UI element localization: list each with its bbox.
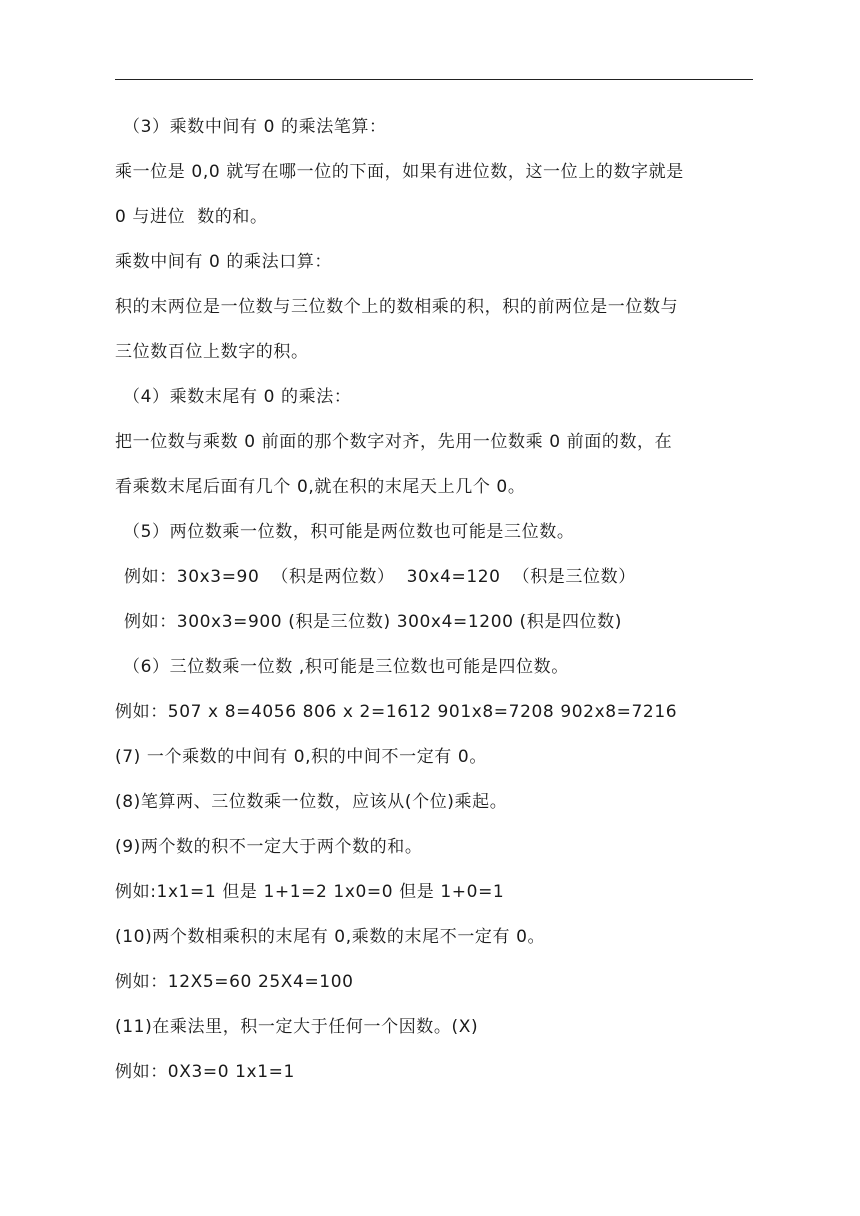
paragraph-line: 三位数百位上数字的积。 xyxy=(115,342,309,362)
heading-5: （5）两位数乘一位数，积可能是两位数也可能是三位数。 xyxy=(123,522,575,542)
heading-6: （6）三位数乘一位数 ,积可能是三位数也可能是四位数。 xyxy=(123,657,569,677)
paragraph-line: 积的末两位是一位数与三位数个上的数相乘的积，积的前两位是一位数与 xyxy=(115,297,679,317)
rule-11: (11)在乘法里，积一定大于任何一个因数。(X) xyxy=(115,1017,479,1037)
paragraph-line: 看乘数末尾后面有几个 0,就在积的末尾天上几个 0。 xyxy=(115,477,526,497)
rule-10: (10)两个数相乘积的末尾有 0,乘数的末尾不一定有 0。 xyxy=(115,927,546,947)
example-line: 例如：12X5=60 25X4=100 xyxy=(115,972,354,992)
example-line: 例如：30x3=90 （积是两位数） 30x4=120 （积是三位数） xyxy=(124,567,636,587)
heading-4: （4）乘数末尾有 0 的乘法： xyxy=(123,387,352,407)
paragraph-line: 乘数中间有 0 的乘法口算： xyxy=(115,252,333,272)
header-rule xyxy=(115,79,753,80)
example-line: 例如：300x3=900 (积是三位数) 300x4=1200 (积是四位数) xyxy=(124,612,622,632)
paragraph-line: 把一位数与乘数 0 前面的那个数字对齐，先用一位数乘 0 前面的数，在 xyxy=(115,432,673,452)
paragraph-line: 乘一位是 0,0 就写在哪一位的下面，如果有进位数，这一位上的数字就是 xyxy=(115,162,684,182)
document-body xyxy=(115,112,755,1102)
rule-7: (7) 一个乘数的中间有 0,积的中间不一定有 0。 xyxy=(115,747,487,767)
rule-9: (9)两个数的积不一定大于两个数的和。 xyxy=(115,837,423,857)
example-line: 例如：507 x 8=4056 806 x 2=1612 901x8=7208 902x8=7216 xyxy=(115,702,678,722)
heading-3: （3）乘数中间有 0 的乘法笔算： xyxy=(123,117,387,137)
example-line: 例如：0X3=0 1x1=1 xyxy=(115,1062,295,1082)
paragraph-line: 0 与进位 数的和。 xyxy=(115,207,268,227)
example-line: 例如:1x1=1 但是 1+1=2 1x0=0 但是 1+0=1 xyxy=(115,882,505,902)
rule-8: (8)笔算两、三位数乘一位数，应该从(个位)乘起。 xyxy=(115,792,508,812)
